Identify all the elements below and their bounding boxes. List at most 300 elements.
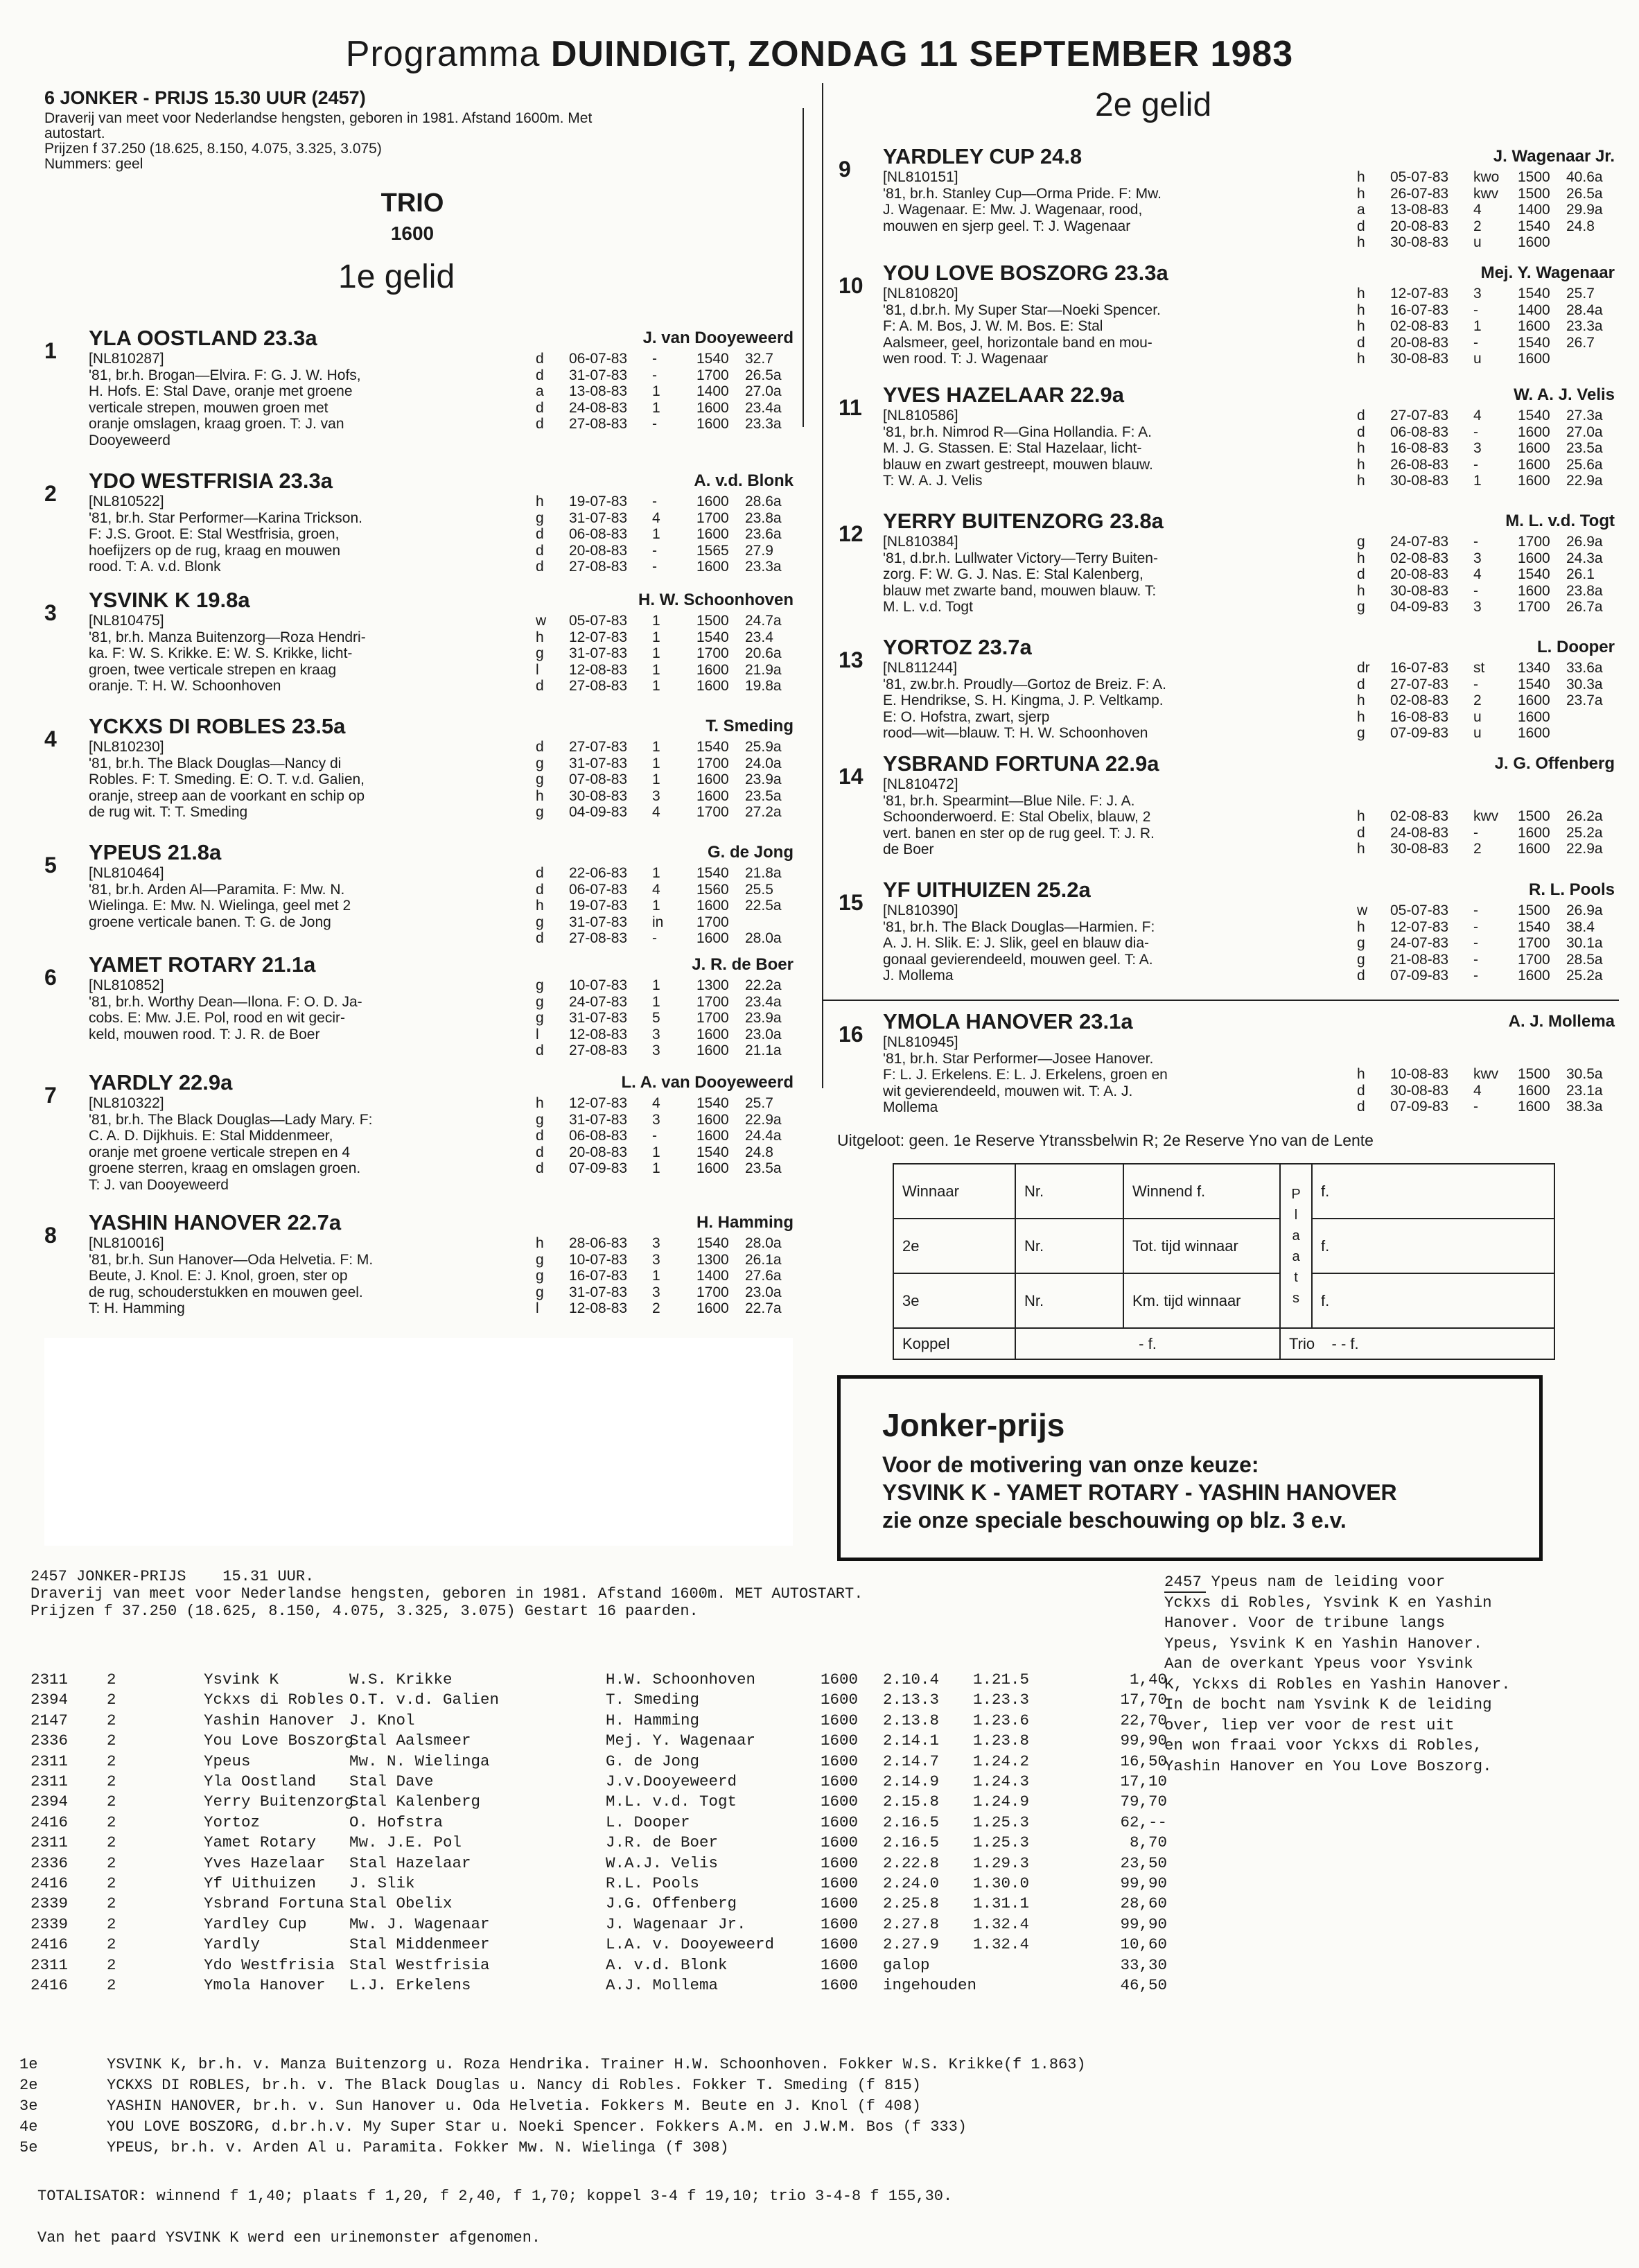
race-cell: 1700 <box>696 509 729 526</box>
race-cell: 23.8a <box>1566 582 1603 599</box>
race-cell: d <box>536 678 544 694</box>
race-line <box>536 1095 794 1112</box>
race-cell: 1 <box>652 678 660 694</box>
result-cell: M.L. v.d. Togt <box>606 1792 737 1811</box>
result-cell: 2.27.8 <box>883 1914 940 1933</box>
race-cell: d <box>1357 824 1365 841</box>
result-cell: 1.23.6 <box>973 1711 1030 1729</box>
result-cell: 2.24.0 <box>883 1874 940 1892</box>
race-line <box>1357 968 1615 984</box>
result-cell: 2 <box>107 1955 116 1974</box>
result-cell: 2394 <box>30 1792 69 1811</box>
race-cell: 1700 <box>696 755 729 771</box>
race-cell: 21.9a <box>745 661 782 678</box>
result-cell: 2416 <box>30 1976 69 1994</box>
horse-details <box>89 1095 372 1193</box>
race-cell: 26-08-83 <box>1390 456 1449 473</box>
race-line <box>1357 660 1615 677</box>
result-cell: 2.14.7 <box>883 1752 940 1770</box>
result-cell: Mw. N. Wielinga <box>349 1752 490 1770</box>
detail-line: [NL810522] <box>89 494 164 509</box>
result-cell: L.J. Erkelens <box>349 1976 471 1994</box>
race-cell: g <box>1357 935 1365 951</box>
race-cell: - <box>1473 302 1478 318</box>
race-cell: 26.5a <box>1566 185 1603 202</box>
race-cell: h <box>536 898 544 914</box>
race-line <box>1357 218 1615 235</box>
detail-line: [NL810945] <box>883 1034 958 1050</box>
race-cell: 25.5 <box>745 881 773 898</box>
trainer-name: L. Dooper <box>1537 638 1615 656</box>
race-cell: - <box>1473 534 1478 550</box>
race-line <box>536 367 794 384</box>
race-cell: 28.6a <box>745 494 782 509</box>
result-cell: Stal Hazelaar <box>349 1853 471 1872</box>
race-cell: 06-07-83 <box>569 881 628 898</box>
race-cell: h <box>1357 286 1365 302</box>
race-line <box>536 804 794 821</box>
past-races <box>536 1235 794 1317</box>
race-cell: 1600 <box>1518 841 1550 857</box>
race-cell: 31-07-83 <box>569 914 628 930</box>
result-cell: 2416 <box>30 1935 69 1954</box>
race-cell: h <box>1357 550 1365 566</box>
result-cell: 1.21.5 <box>973 1671 1030 1689</box>
race-cell: h <box>536 787 544 804</box>
result-cell: Yardley Cup <box>204 1914 307 1933</box>
race-line <box>536 1235 794 1252</box>
trainer-name: R. L. Pools <box>1528 880 1615 899</box>
detail-line: de rug, schouderstukken en mouwen geel. <box>89 1284 363 1300</box>
race-cell: 21-08-83 <box>1390 951 1449 968</box>
detail-line: '81, br.h. Nimrod R—Gina Hollandia. F: A. <box>883 424 1152 440</box>
race-entry <box>839 261 1615 399</box>
result-cell: 46,50 <box>1120 1976 1167 1994</box>
race-line <box>536 898 794 914</box>
result-cell: 1.24.2 <box>973 1752 1030 1770</box>
race-cell: 1540 <box>1518 566 1550 582</box>
race-cell: 1700 <box>696 993 729 1010</box>
race-cell: 24.8 <box>1566 218 1595 234</box>
detail-line: '81, zw.br.h. Proudly—Gortoz de Breiz. F: A. <box>883 676 1167 692</box>
race-line <box>1357 457 1615 473</box>
race-line <box>536 416 794 433</box>
race-cell: kwv <box>1473 185 1499 202</box>
result-cell: 2416 <box>30 1813 69 1831</box>
race-line <box>536 882 794 898</box>
nr-label: Nr. <box>1015 1164 1123 1219</box>
horse-name: YLA OOSTLAND 23.3a <box>89 326 317 350</box>
horse-name: YAMET ROTARY 21.1a <box>89 952 316 977</box>
race-cell: 1 <box>652 865 660 881</box>
race-cell: 22.9a <box>1566 473 1603 489</box>
race-cell: 23.4a <box>745 993 782 1010</box>
result-cell: galop <box>883 1955 930 1974</box>
race-cell: 1560 <box>696 881 729 898</box>
race-cell: 1400 <box>1518 202 1550 218</box>
horse-details <box>883 1034 1168 1116</box>
detail-line: [NL810322] <box>89 1095 164 1111</box>
race-cell: 26.9a <box>1566 902 1603 918</box>
race-cell: 23.5a <box>745 1160 782 1176</box>
race-cell: h <box>1357 169 1365 185</box>
result-cell: 2339 <box>30 1914 69 1933</box>
race-cell: h <box>1357 234 1365 250</box>
race-cell: 24.0a <box>745 755 782 771</box>
race-cell: 1540 <box>1518 408 1550 424</box>
race-cell: h <box>1357 302 1365 318</box>
race-cell: h <box>1357 473 1365 489</box>
detail-line: '81, br.h. The Black Douglas—Lady Mary. F: <box>89 1111 373 1128</box>
race-cell: 4 <box>652 804 660 820</box>
detail-line: oranje omslagen, kraag groen. T: J. van <box>89 416 344 432</box>
horse-details <box>89 977 362 1043</box>
detail-line: '81, br.h. The Black Douglas—Nancy di <box>89 755 342 771</box>
trainer-name: L. A. van Dooyeweerd <box>621 1073 794 1092</box>
race-line <box>1357 919 1615 936</box>
result-cell: 1600 <box>821 1874 859 1892</box>
result-cell: 1600 <box>821 1914 859 1933</box>
race-cell: g <box>536 804 544 820</box>
race-line <box>536 994 794 1011</box>
race-cell: d <box>536 865 544 881</box>
race-cell: 27-08-83 <box>569 678 628 694</box>
horse-name: YF UITHUIZEN 25.2a <box>883 878 1091 902</box>
winnaar-label: Winnaar <box>893 1164 1015 1219</box>
race-line <box>1357 234 1615 251</box>
race-line <box>536 351 794 367</box>
detail-line: verticale strepen, mouwen groen met <box>89 399 328 416</box>
race-line <box>536 1268 794 1284</box>
result-cell: 2 <box>107 1792 116 1811</box>
race-cell: 1 <box>652 661 660 678</box>
race-cell: 30-08-83 <box>1390 841 1449 857</box>
result-cell: 99,90 <box>1120 1731 1167 1750</box>
race-cell: l <box>536 661 539 678</box>
race-cell: g <box>1357 534 1365 550</box>
race-cell: dr <box>1357 660 1370 676</box>
race-cell: w <box>536 613 547 629</box>
race-cell: d <box>1357 218 1365 234</box>
detail-line: groen, twee verticale strepen en kraag <box>89 661 337 678</box>
race-line <box>536 977 794 994</box>
result-cell: Yerry Buitenzorg <box>204 1792 354 1811</box>
detail-line: zorg. F: W. G. J. Nas. E: Stal Kalenberg, <box>883 566 1143 582</box>
race-cell: 38.4 <box>1566 918 1595 935</box>
result-cell: ingehouden <box>883 1976 977 1994</box>
race-cell: 22.5a <box>745 898 782 914</box>
race-cell: g <box>536 977 544 993</box>
race-line <box>1357 825 1615 841</box>
race-cell: 1400 <box>1518 302 1550 318</box>
race-cell: 28.5a <box>1566 951 1603 968</box>
race-cell: d <box>536 559 544 575</box>
race-cell: 1700 <box>696 645 729 661</box>
race-cell: 26.7 <box>1566 334 1595 351</box>
race-line <box>536 930 794 947</box>
entry-number: 8 <box>44 1223 57 1248</box>
race-line <box>1357 335 1615 351</box>
detail-line: [NL810820] <box>883 286 958 302</box>
race-cell: 20.6a <box>745 645 782 661</box>
race-line <box>536 559 794 575</box>
finish-place: 2e <box>19 2077 38 2094</box>
column-divider <box>822 83 823 1088</box>
race-line <box>536 1252 794 1268</box>
detail-line: [NL810586] <box>883 408 958 424</box>
horse-details <box>883 169 1162 234</box>
race-cell: 27-08-83 <box>569 416 628 432</box>
race-line <box>536 613 794 629</box>
race-cell: 23.5a <box>745 787 782 804</box>
race-cell: 31-07-83 <box>569 645 628 661</box>
result-cell: H. Hamming <box>606 1711 700 1729</box>
race-cell: d <box>1357 334 1365 351</box>
race-cell: 1540 <box>696 865 729 881</box>
race-entry <box>44 326 794 464</box>
race-cell: 3 <box>1473 286 1482 302</box>
race-cell: 1 <box>652 977 660 993</box>
result-cell: 22,70 <box>1120 1711 1167 1729</box>
plaats-f-2: f. <box>1312 1219 1554 1273</box>
past-races <box>536 494 794 575</box>
race-cell: 23.1a <box>1566 1082 1603 1099</box>
finish-place: 3e <box>19 2097 38 2115</box>
race-cell: - <box>1473 824 1478 841</box>
detail-line: Schoonderwoerd. E: Stal Obelix, blauw, 2 <box>883 809 1151 825</box>
horse-details <box>89 351 361 448</box>
result-cell: 2 <box>107 1772 116 1790</box>
race-cell: h <box>1357 440 1365 456</box>
race-cell: 02-08-83 <box>1390 550 1449 566</box>
horse-details <box>883 660 1166 742</box>
race-cell: d <box>536 881 544 898</box>
race-line <box>536 756 794 772</box>
past-races <box>536 977 794 1059</box>
race-line <box>1357 550 1615 567</box>
result-cell: 2311 <box>30 1752 69 1770</box>
race-cell: 04-09-83 <box>1390 599 1449 615</box>
race-cell: 3 <box>1473 440 1482 456</box>
result-cell: 1600 <box>821 1976 859 1994</box>
entry-number: 11 <box>839 395 862 420</box>
detail-line: [NL810016] <box>89 1235 164 1251</box>
race-line <box>1357 935 1615 952</box>
result-cell: 2.22.8 <box>883 1853 940 1872</box>
entry-number: 3 <box>44 600 57 625</box>
race-cell: 1600 <box>696 416 729 432</box>
result-cell: Yf Uithuizen <box>204 1874 317 1892</box>
race-cell: 1700 <box>1518 935 1550 951</box>
result-cell: 1.23.8 <box>973 1731 1030 1750</box>
result-cell: Yashin Hanover <box>204 1711 335 1729</box>
race-cell: h <box>536 494 544 509</box>
result-cell: W.S. Krikke <box>349 1671 453 1689</box>
race-cell: 1600 <box>1518 473 1550 489</box>
race-cell: g <box>536 1010 544 1026</box>
result-cell: 1600 <box>821 1752 859 1770</box>
result-cell: 2 <box>107 1711 116 1729</box>
race-cell: 1700 <box>696 367 729 383</box>
result-cell: 2.15.8 <box>883 1792 940 1811</box>
race-cell: u <box>1473 351 1482 367</box>
race-line <box>536 1144 794 1161</box>
result-cell: 2394 <box>30 1691 69 1709</box>
detail-line: [NL810151] <box>883 169 958 185</box>
horse-name: YDO WESTFRISIA 23.3a <box>89 469 333 493</box>
result-cell: 2 <box>107 1935 116 1954</box>
race-line <box>536 1043 794 1059</box>
race-line <box>1357 566 1615 583</box>
race-line <box>1357 473 1615 489</box>
result-cell: 33,30 <box>1120 1955 1167 1974</box>
result-cell: 2.14.9 <box>883 1772 940 1790</box>
race-cell: d <box>536 526 544 542</box>
race-line <box>536 662 794 679</box>
detail-line: '81, br.h. Stanley Cup—Orma Pride. F: Mw. <box>883 185 1162 202</box>
horse-name: YSVINK K 19.8a <box>89 588 250 612</box>
result-cell: 1600 <box>821 1853 859 1872</box>
race-cell: 1540 <box>696 1144 729 1160</box>
entry-number: 15 <box>839 890 864 915</box>
race-cell: 12-08-83 <box>569 661 628 678</box>
uitgeloot-text: Uitgeloot: geen. 1e Reserve Ytranssbelwin R; 2e Reserve Yno van de Lente <box>837 1131 1374 1149</box>
race-cell: 1540 <box>696 1235 729 1251</box>
result-cell: 2 <box>107 1731 116 1750</box>
race-cell: 13-08-83 <box>569 383 628 399</box>
result-cell: 1600 <box>821 1792 859 1811</box>
detail-line: wen rood. T: J. Wagenaar <box>883 351 1049 367</box>
page-title: Programma DUINDIGT, ZONDAG 11 SEPTEMBER 1983 <box>345 34 1294 74</box>
trainer-name: J. G. Offenberg <box>1494 754 1615 773</box>
race-cell: 22.2a <box>745 977 782 993</box>
race-line <box>536 739 794 756</box>
result-cell: Stal Westfrisia <box>349 1955 490 1974</box>
jonker-heading: Jonker-prijs <box>882 1407 1065 1443</box>
detail-line: M. J. G. Stassen. E: Stal Hazelaar, licht- <box>883 440 1142 456</box>
race-cell: 1600 <box>696 559 729 575</box>
detail-line: T: J. van Dooyeweerd <box>89 1176 229 1193</box>
result-cell: Ymola Hanover <box>204 1976 326 1994</box>
race-cell: 23.3a <box>745 416 782 432</box>
race-cell: 2 <box>1473 218 1482 234</box>
result-cell: 2147 <box>30 1711 69 1729</box>
result-cell: Yves Hazelaar <box>204 1853 326 1872</box>
result-cell: 2.13.8 <box>883 1711 940 1729</box>
race-cell: 24.8 <box>745 1144 773 1160</box>
race-line <box>536 678 794 695</box>
result-cell: Mw. J. Wagenaar <box>349 1914 490 1933</box>
tweede-label: 2e <box>893 1219 1015 1273</box>
race-cell: 31-07-83 <box>569 1010 628 1026</box>
race-cell: 3 <box>652 1043 660 1058</box>
detail-line: '81, br.h. Worthy Dean—Ilona. F: O. D. Ja- <box>89 993 362 1010</box>
race-cell: 1565 <box>696 542 729 559</box>
race-cell: 24-07-83 <box>1390 534 1449 550</box>
race-cell: g <box>536 771 544 787</box>
race-cell: 19-07-83 <box>569 494 628 509</box>
race-cell: 1600 <box>696 898 729 914</box>
race-cell: 23.5a <box>1566 440 1603 456</box>
race-cell: h <box>1357 692 1365 708</box>
result-cell: 2 <box>107 1853 116 1872</box>
race-cell: 1 <box>652 1268 660 1284</box>
jonker-prijs-box <box>837 1375 1543 1561</box>
race-cell: h <box>536 629 544 645</box>
race-entry <box>839 383 1615 521</box>
result-cell: 2311 <box>30 1671 69 1689</box>
column-divider <box>803 108 804 427</box>
race-line <box>1357 169 1615 186</box>
jonker-line: YSVINK K - YAMET ROTARY - YASHIN HANOVER <box>882 1480 1397 1505</box>
race-cell: 25.7 <box>1566 286 1595 302</box>
result-cell: 2311 <box>30 1955 69 1974</box>
race-cell <box>1566 709 1615 726</box>
race-cell: kwv <box>1473 1066 1499 1082</box>
result-cell: 1600 <box>821 1711 859 1729</box>
race-line <box>536 1010 794 1027</box>
detail-line: J. Mollema <box>883 968 954 984</box>
race-cell: h <box>1357 318 1365 334</box>
detail-line: F: A. M. Bos, J. W. M. Bos. E: Stal <box>883 318 1103 334</box>
race-entry <box>839 1009 1615 1148</box>
race-cell: 1600 <box>696 1026 729 1043</box>
race-cell: g <box>1357 951 1365 968</box>
race-cell: 23.0a <box>745 1026 782 1043</box>
result-cell: 2 <box>107 1752 116 1770</box>
race-cell: 25.2a <box>1566 968 1603 984</box>
race-cell: 27.0a <box>745 383 782 399</box>
race-cell: d <box>1357 1082 1365 1099</box>
race-cell: - <box>1473 456 1478 473</box>
race-cell: 16-08-83 <box>1390 440 1449 456</box>
race-cell: 23.4a <box>745 399 782 416</box>
detail-line: [NL810230] <box>89 739 164 755</box>
detail-line: C. A. D. Dijkhuis. E: Stal Middenmeer, <box>89 1128 333 1144</box>
horse-details <box>883 534 1158 616</box>
race-cell: 1540 <box>1518 676 1550 692</box>
gelid-1-heading: 1e gelid <box>338 259 455 295</box>
trainer-name: H. Hamming <box>696 1213 794 1232</box>
plaats-label: P l a a t s <box>1280 1164 1312 1328</box>
race-cell: 24-08-83 <box>569 399 628 416</box>
race-cell: 1600 <box>1518 824 1550 841</box>
race-entry <box>44 1070 794 1209</box>
horse-name: YPEUS 21.8a <box>89 840 222 864</box>
race-line <box>536 771 794 788</box>
result-cell: 2311 <box>30 1772 69 1790</box>
race-cell: 1700 <box>1518 951 1550 968</box>
race-cell: g <box>536 914 544 930</box>
race-cell: 26.1a <box>745 1251 782 1268</box>
result-cell: 2 <box>107 1976 116 1994</box>
detail-line: hoefijzers op de rug, kraag en mouwen <box>89 542 341 559</box>
entry-number: 1 <box>44 338 57 363</box>
detail-line: Robles. F: T. Smeding. E: O. T. v.d. Galien, <box>89 771 365 787</box>
result-cell: 2.27.9 <box>883 1935 940 1954</box>
race-cell: 1700 <box>696 1010 729 1026</box>
race-cell: 1600 <box>1518 708 1550 725</box>
result-cell: 2.25.8 <box>883 1894 940 1913</box>
race-cell: 16-08-83 <box>1390 708 1449 725</box>
race-cell: 1500 <box>1518 902 1550 918</box>
urine-note: Van het paard YSVINK K werd een urinemonster afgenomen. <box>37 2229 541 2247</box>
race-cell: 07-09-83 <box>1390 725 1449 741</box>
race-cell: 1600 <box>1518 440 1550 456</box>
detail-line: [NL810287] <box>89 351 164 367</box>
race-cell: 1540 <box>696 739 729 755</box>
trainer-name: A. v.d. Blonk <box>694 471 794 490</box>
